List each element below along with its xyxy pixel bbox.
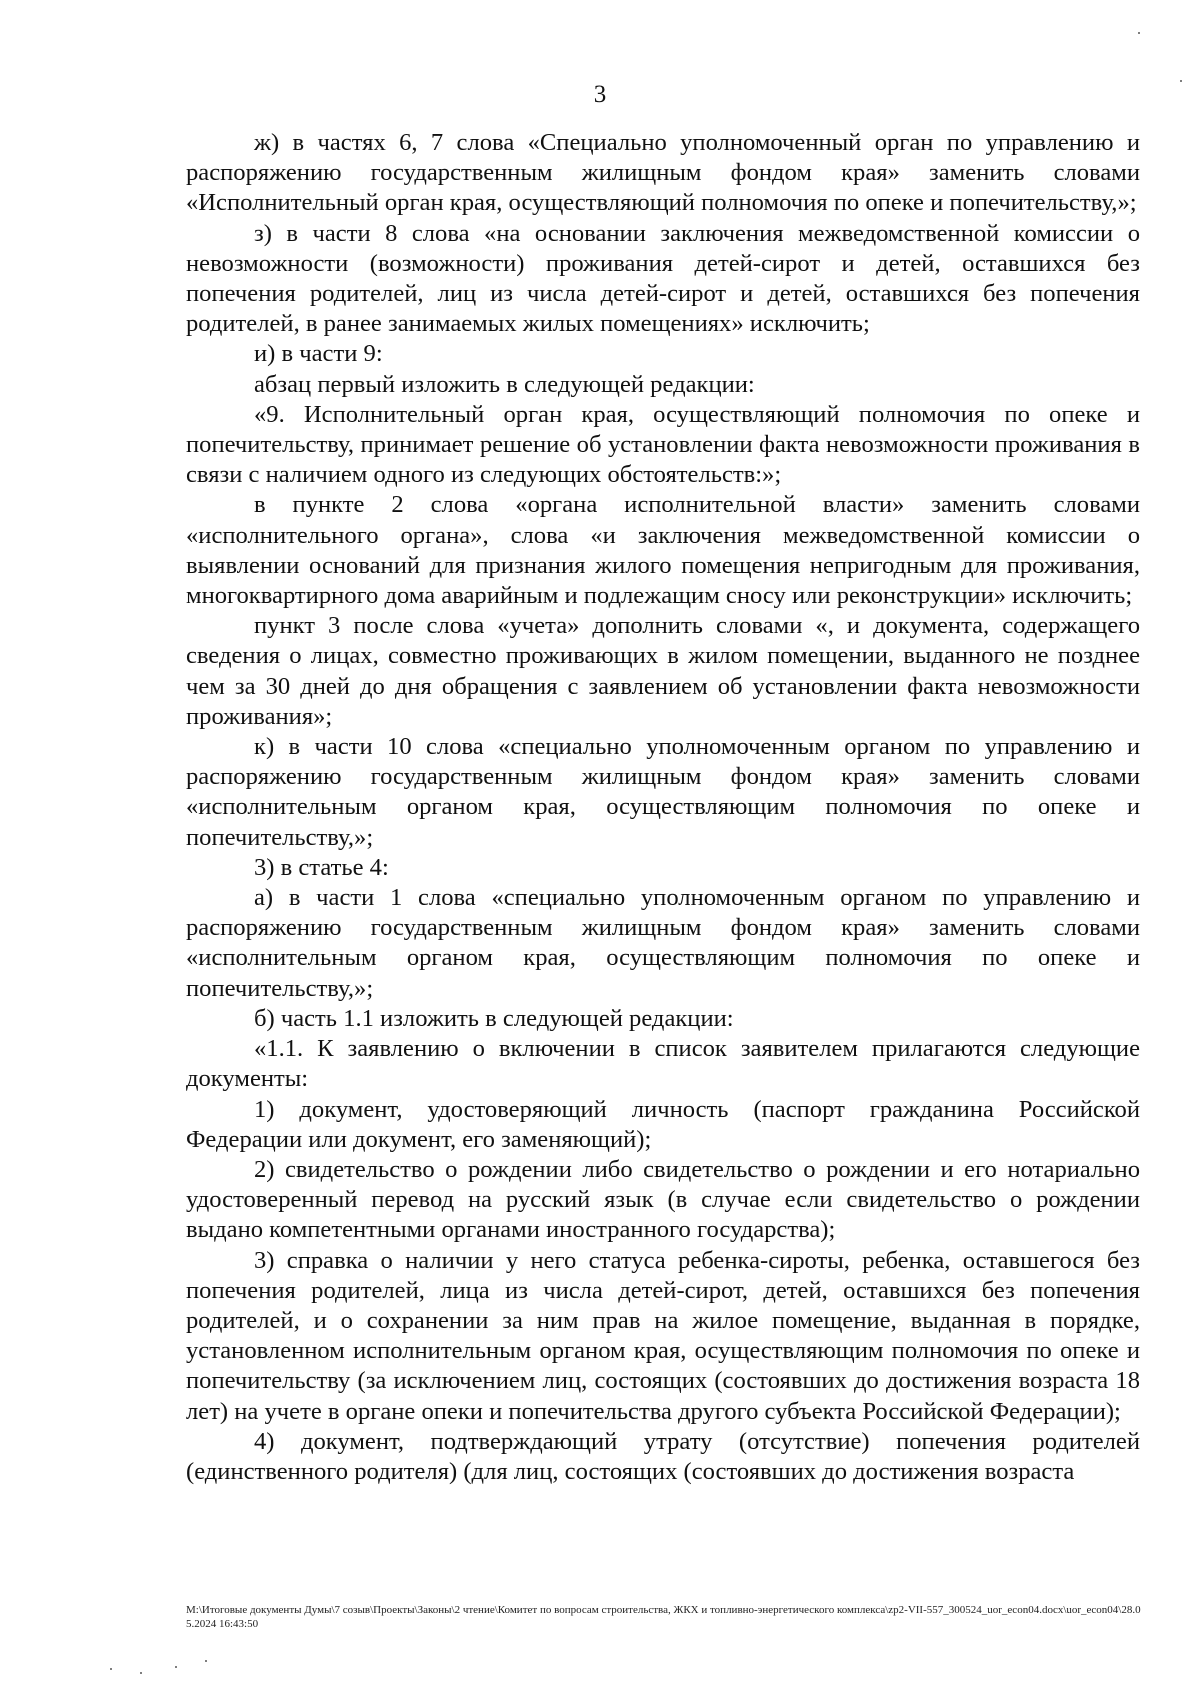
paragraph: б) часть 1.1 изложить в следующей редакции: bbox=[254, 1004, 734, 1032]
paragraph: 3) в статье 4: bbox=[254, 853, 389, 881]
document-body bbox=[186, 128, 1140, 1487]
paragraph: 2) свидетельство о рождении либо свидетельство о рождении и его нотариально удостоверенный перевод на русский язык (в случае если свидетельство о рождении выдано компетентными органами иностранного государства); bbox=[186, 1155, 1140, 1244]
paragraph: абзац первый изложить в следующей редакции: bbox=[254, 370, 755, 398]
paragraph: пункт 3 после слова «учета» дополнить словами «, и документа, содержащего сведения о лицах, совместно проживающих в жилом помещении, выданного не позднее чем за 30 дней до дня обращения с заявлением об установлении факта невозможности проживания»; bbox=[186, 612, 1140, 730]
paragraph: к) в части 10 слова «специально уполномоченным органом по управлению и распоряжению государственным жилищным фондом края» заменить словами «исполнительным органом края, осуществляющим полномочия по опеке и попечительству,»; bbox=[186, 733, 1140, 851]
paragraph: «1.1. К заявлению о включении в список заявителем прилагаются следующие документы: bbox=[186, 1035, 1140, 1093]
scan-speck bbox=[175, 1666, 177, 1668]
paragraph: и) в части 9: bbox=[254, 340, 383, 368]
paragraph: 1) документ, удостоверяющий личность (паспорт гражданина Российской Федерации или документ, его заменяющий); bbox=[186, 1095, 1140, 1153]
scan-speck bbox=[110, 1668, 112, 1670]
paragraph: а) в части 1 слова «специально уполномоченным органом по управлению и распоряжению государственным жилищным фондом края» заменить словами «исполнительным органом края, осуществляющим полномочия по опеке и попечительству,»; bbox=[186, 884, 1140, 1002]
paragraph: 4) документ, подтверждающий утрату (отсутствие) попечения родителей (единственного родителя) (для лиц, состоящих (состоявших до достижения возраста bbox=[186, 1427, 1140, 1485]
scan-speck bbox=[1138, 32, 1140, 34]
paragraph: з) в части 8 слова «на основании заключения межведомственной комиссии о невозможности (возможности) проживания детей-сирот и детей, оставшихся без попечения родителей, лиц из числа детей-сирот и детей, оставшихся без попечения родителей, в ранее занимаемых жилых помещениях» исключить; bbox=[186, 219, 1140, 338]
scan-speck bbox=[205, 1660, 207, 1662]
paragraph: 3) справка о наличии у него статуса ребенка-сироты, ребенка, оставшегося без попечения родителей, лица из числа детей-сирот, детей, оставшихся без попечения родителей, и о сохранении за ним прав на жилое помещение, выданная в порядке, установленном исполнительным органом края, осуществляющим полномочия по опеке и попечительству (за исключением лиц, состоящих (состоявших до достижения возраста 18 лет) на учете в органе опеки и попечительства другого субъекта Российской Федерации); bbox=[186, 1246, 1140, 1425]
scan-speck bbox=[1180, 80, 1182, 82]
paragraph: в пункте 2 слова «органа исполнительной власти» заменить словами «исполнительного органа», слова «и заключения межведомственной комиссии о выявлении оснований для признания жилого помещения непригодным для проживания, многоквартирного дома аварийным и подлежащим сносу или реконструкции» исключить; bbox=[186, 491, 1140, 610]
page-number: 3 bbox=[593, 81, 607, 108]
file-path-footer: M:\Итоговые документы Думы\7 созыв\Проекты\Законы\2 чтение\Комитет по вопросам строительства, ЖКХ и топливно-энергетического комплекса\zp2-VII-557_300524_uor_econ04.docx\uor_econ04\28.05.2024 16:43:50 bbox=[186, 1604, 1141, 1630]
scan-speck bbox=[140, 1672, 142, 1674]
paragraph: «9. Исполнительный орган края, осуществляющий полномочия по опеке и попечительству, принимает решение об установлении факта невозможности проживания в связи с наличием одного из следующих обстоятельств:»; bbox=[186, 400, 1140, 489]
paragraph: ж) в частях 6, 7 слова «Специально уполномоченный орган по управлению и распоряжению государственным жилищным фондом края» заменить словами «Исполнительный орган края, осуществляющий полномочия по опеке и попечительству,»; bbox=[186, 129, 1140, 217]
